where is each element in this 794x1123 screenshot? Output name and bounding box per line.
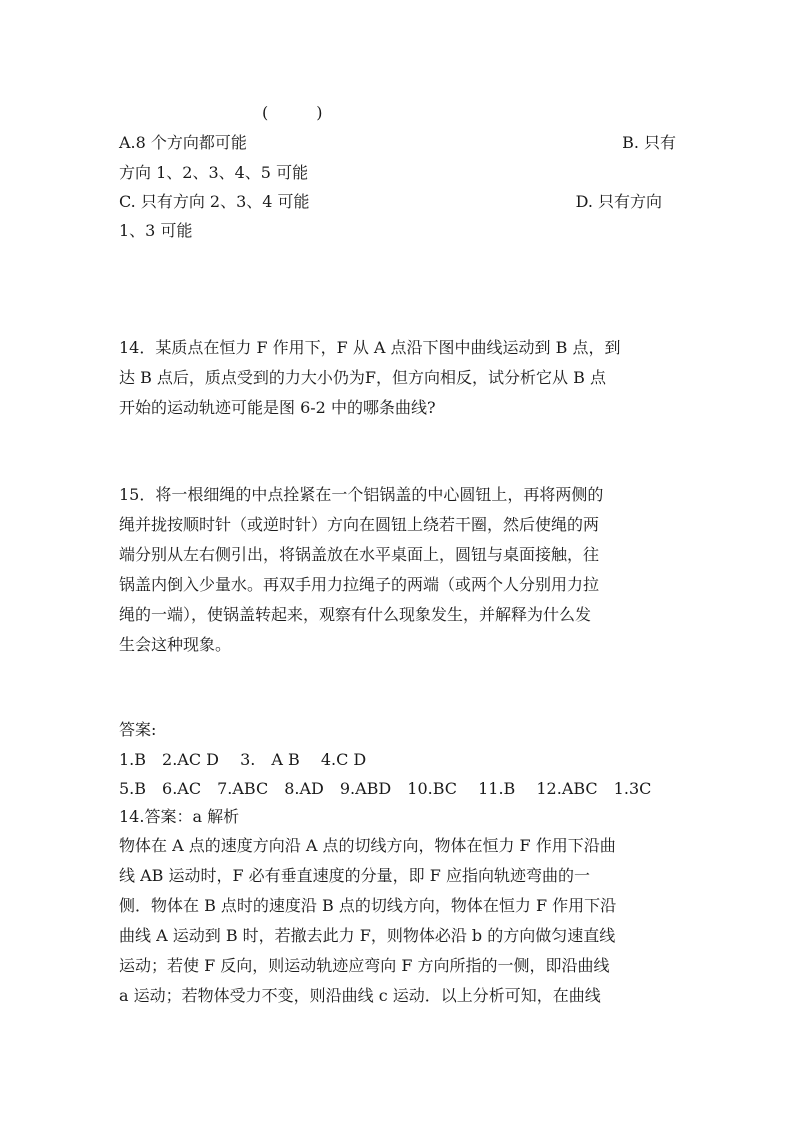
explanation-line-3: 侧．物体在 B 点时的速度沿 B 点的切线方向，物体在恒力 F 作用下沿	[119, 896, 617, 915]
option-c: C. 只有方向 2、3、4 可能	[119, 192, 310, 211]
q15-line-3: 端分别从左右侧引出，将锅盖放在水平桌面上，圆钮与桌面接触，往	[119, 545, 600, 564]
q15-line-2: 绳并拢按顺时针（或逆时针）方向在圆钮上绕若干圈，然后使绳的两	[119, 515, 600, 534]
option-d-tail: 1、3 可能	[119, 221, 193, 240]
explanation-line-2: 线 AB 运动时，F 必有垂直速度的分量，即 F 应指向轨迹弯曲的一	[119, 866, 590, 885]
answers-row-2: 5.B 6.AC 7.ABC 8.AD 9.ABD 10.BC 11.B 12.ABC 1.3C	[119, 779, 652, 798]
q15-line-1: 15．将一根细绳的中点拴紧在一个铝锅盖的中心圆钮上，再将两侧的	[119, 485, 604, 504]
option-b-head: B. 只有	[622, 133, 676, 152]
answers-row-1: 1.B 2.AC D 3. A B 4.C D	[119, 750, 367, 769]
explanation-line-5: 运动；若使 F 反向，则运动轨迹应弯向 F 方向所指的一侧，即沿曲线	[119, 956, 610, 975]
option-row-ab	[119, 128, 676, 158]
answers-heading: 答案:	[119, 720, 157, 739]
answers-row-3: 14.答案：a 解析	[119, 807, 240, 826]
q15-line-5: 绳的一端），使锅盖转起来，观察有什么现象发生，并解释为什么发	[119, 605, 592, 624]
q15-line-4: 锅盖内倒入少量水。再双手用力拉绳子的两端（或两个人分别用力拉	[119, 575, 600, 594]
answer-bracket: ( )	[262, 103, 323, 122]
explanation-line-1: 物体在 A 点的速度方向沿 A 点的切线方向，物体在恒力 F 作用下沿曲	[119, 836, 616, 855]
q14-line-1: 14．某质点在恒力 F 作用下，F 从 A 点沿下图中曲线运动到 B 点，到	[119, 338, 621, 357]
option-b-tail: 方向 1、2、3、4、5 可能	[119, 163, 309, 182]
explanation-line-6: a 运动；若物体受力不变，则沿曲线 c 运动．以上分析可知，在曲线	[119, 986, 601, 1005]
option-row-cd	[119, 187, 662, 217]
q14-line-2: 达 B 点后，质点受到的力大小仍为F，但方向相反，试分析它从 B 点	[119, 368, 606, 387]
q15-line-6: 生会这种现象。	[119, 635, 232, 654]
option-d-head: D. 只有方向	[575, 192, 662, 211]
explanation-line-4: 曲线 A 运动到 B 时，若撤去此力 F，则物体必沿 b 的方向做匀速直线	[119, 926, 616, 945]
q14-line-3: 开始的运动轨迹可能是图 6-2 中的哪条曲线?	[119, 398, 436, 417]
option-a: A.8 个方向都可能	[119, 133, 247, 152]
